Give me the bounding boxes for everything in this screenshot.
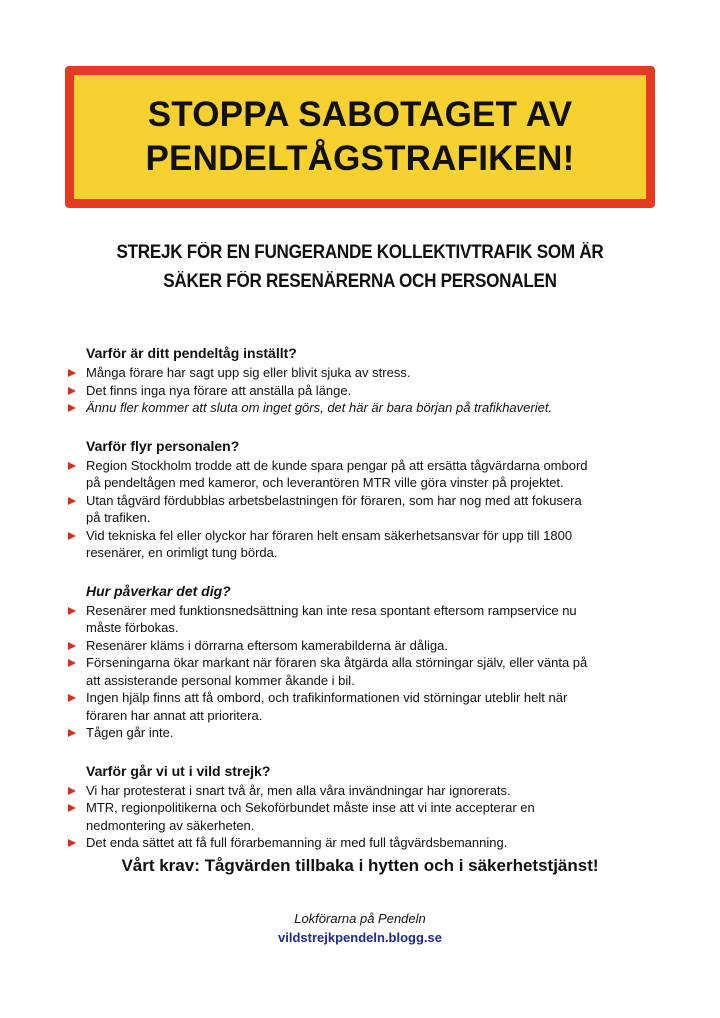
list-item: Resenärer med funktionsnedsättning kan inte resa spontant eftersom rampservice nu bbox=[68, 602, 668, 620]
section-heading: Varför går vi ut i vild strejk? bbox=[86, 762, 271, 779]
list-item: Utan tågvärd fördubblas arbetsbelastningen för föraren, som har nog med att fokusera bbox=[68, 492, 668, 510]
website-link[interactable]: vildstrejkpendeln.blogg.se bbox=[278, 930, 442, 945]
bullet-list bbox=[68, 602, 668, 742]
banner-title-line-2: PENDELTÅGSTRAFIKEN! bbox=[145, 139, 575, 178]
list-item: Ännu fler kommer att sluta om inget görs, det här är bara början på trafikhaveriet. bbox=[68, 399, 668, 417]
title-banner bbox=[65, 66, 655, 208]
red-triangle-bullet-icon bbox=[68, 497, 76, 505]
list-item: Region Stockholm trodde att de kunde spara pengar på att ersätta tågvärdarna ombord bbox=[68, 457, 668, 475]
section-why-cancelled bbox=[68, 344, 668, 417]
subtitle bbox=[60, 238, 660, 296]
red-triangle-bullet-icon bbox=[68, 387, 76, 395]
section-why-wildcat-strike bbox=[68, 762, 668, 852]
list-item-continuation: att assisterande personal kommer åkande i bil. bbox=[86, 672, 355, 688]
red-triangle-bullet-icon bbox=[68, 462, 76, 470]
list-item: Vi har protesterat i snart två år, men alla våra invändningar har ignorerats. bbox=[68, 782, 668, 800]
list-item: Ingen hjälp finns att få ombord, och trafikinformationen vid störningar uteblir helt när bbox=[68, 689, 668, 707]
subtitle-line-1: STREJK FÖR EN FUNGERANDE KOLLEKTIVTRAFIK SOM ÄR bbox=[116, 242, 604, 263]
list-item-continuation: måste förbokas. bbox=[86, 620, 179, 635]
section-why-staff-leave bbox=[68, 437, 668, 562]
red-triangle-bullet-icon bbox=[68, 369, 76, 377]
bullet-list bbox=[68, 364, 668, 417]
section-heading: Hur påverkar det dig? bbox=[86, 582, 231, 599]
list-item: Tågen går inte. bbox=[68, 724, 668, 742]
list-item-continuation: resenärer, en orimligt tung börda. bbox=[86, 545, 278, 560]
section-how-affects-you bbox=[68, 582, 668, 742]
red-triangle-bullet-icon bbox=[68, 839, 76, 847]
demand-statement: Vårt krav: Tågvärden tillbaka i hytten och i säkerhetstjänst! bbox=[121, 856, 599, 875]
list-item: Vid tekniska fel eller olyckor har föraren helt ensam säkerhetsansvar för upp till 1800 bbox=[68, 527, 668, 545]
red-triangle-bullet-icon bbox=[68, 694, 76, 702]
list-item: Det enda sättet att få full förarbemanning är med full tågvärdsbemanning. bbox=[68, 834, 668, 852]
list-item: Resenärer kläms i dörrarna eftersom kamerabilderna är dåliga. bbox=[68, 637, 668, 655]
section-heading: Varför är ditt pendeltåg inställt? bbox=[86, 345, 297, 361]
red-triangle-bullet-icon bbox=[68, 404, 76, 412]
list-item: MTR, regionpolitikerna och Sekoförbundet måste inse att vi inte accepterar en bbox=[68, 799, 668, 817]
red-triangle-bullet-icon bbox=[68, 659, 76, 667]
list-item-continuation: föraren har annat att prioritera. bbox=[86, 707, 263, 723]
content-sections bbox=[68, 344, 668, 872]
list-item: Det finns inga nya förare att anställa på länge. bbox=[68, 382, 668, 400]
red-triangle-bullet-icon bbox=[68, 532, 76, 540]
list-item-continuation: på trafiken. bbox=[86, 510, 151, 525]
list-item-continuation: nedmontering av säkerheten. bbox=[86, 817, 255, 833]
red-triangle-bullet-icon bbox=[68, 804, 76, 812]
red-triangle-bullet-icon bbox=[68, 607, 76, 615]
section-heading: Varför flyr personalen? bbox=[86, 437, 240, 454]
red-triangle-bullet-icon bbox=[68, 787, 76, 795]
bullet-list bbox=[68, 457, 668, 562]
red-triangle-bullet-icon bbox=[68, 642, 76, 650]
subtitle-line-2: SÄKER FÖR RESENÄRERNA OCH PERSONALEN bbox=[163, 271, 557, 292]
bullet-list bbox=[68, 782, 668, 852]
red-triangle-bullet-icon bbox=[68, 729, 76, 737]
banner-title-line-1: STOPPA SABOTAGET AV bbox=[147, 95, 573, 134]
list-item-continuation: på pendeltågen med kameror, och leverantören MTR ville göra vinster på projektet. bbox=[86, 475, 564, 490]
list-item: Förseningarna ökar markant när föraren ska åtgärda alla störningar själv, eller vänta på bbox=[68, 654, 668, 672]
list-item: Många förare har sagt upp sig eller blivit sjuka av stress. bbox=[68, 364, 668, 382]
signature: Lokförarna på Pendeln bbox=[294, 911, 426, 926]
